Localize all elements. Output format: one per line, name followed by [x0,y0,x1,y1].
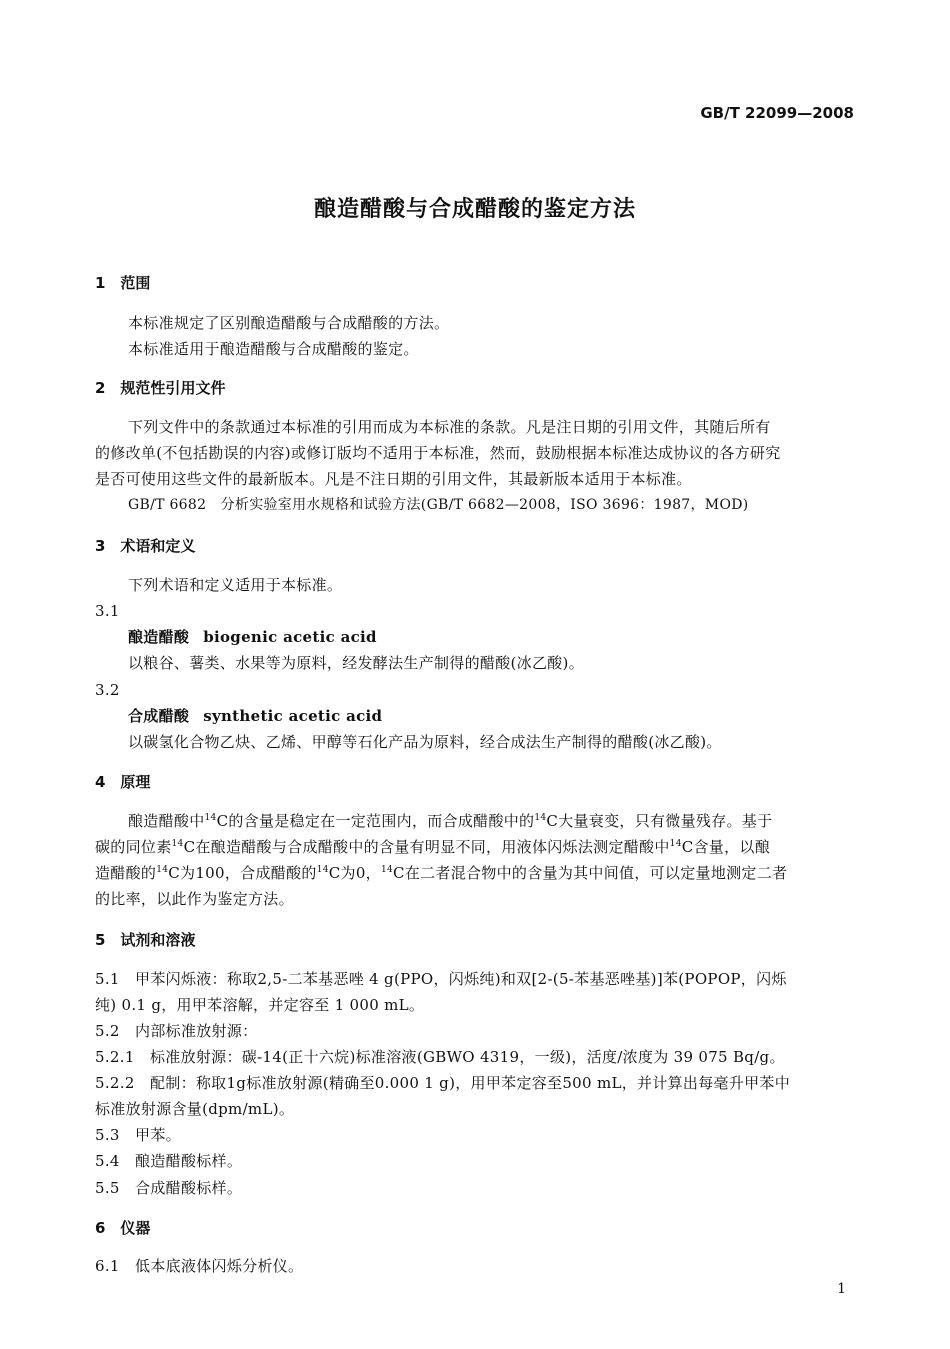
section-2-line-1: 下列文件中的条款通过本标准的引用而成为本标准的条款。凡是注日期的引用文件，其随后所有 [128,418,771,436]
isotope-superscript: 14 [534,813,547,823]
section-1-para-1: 本标准规定了区别酿造醋酸与合成醋酸的方法。 [128,314,450,332]
item-5-2-2-line-2: 标准放射源含量(dpm/mL)。 [95,1100,295,1118]
principle-text: C在酿造醋酸与合成醋酸中的含量有明显不同，用液体闪烁法测定醋酸中 [183,838,670,856]
principle-line-1 [128,808,772,834]
section-3-heading: 3 术语和定义 [95,537,196,555]
term-3-2-cn: 合成醋酸 [128,707,190,725]
principle-text: C为0， [328,864,381,882]
page-number: 1 [837,1281,846,1297]
item-5-1-line-1: 5.1 甲苯闪烁液：称取2,5-二苯基恶唑 4 g(PPO，闪烁纯)和双[2-(5-苯基恶唑基)]苯(POPOP，闪烁 [95,970,787,988]
term-3-2-definition: 以碳氢化合物乙炔、乙烯、甲醇等石化产品为原料，经合成法生产制得的醋酸(冰乙酸)。 [128,733,722,751]
normative-reference: GB/T 6682 分析实验室用水规格和试验方法(GB/T 6682—2008，ISO 3696：1987，MOD) [128,497,749,513]
principle-line-3 [95,860,787,886]
section-1-para-2: 本标准适用于酿造醋酸与合成醋酸的鉴定。 [128,340,419,358]
document-title: 酿造醋酸与合成醋酸的鉴定方法 [313,197,636,222]
principle-text: C在二者混合物中的含量为其中间值，可以定量地测定二者 [393,864,788,882]
item-5-2-2-line-1: 5.2.2 配制：称取1g标准放射源(精确至0.000 1 g)，用甲苯定容至500 mL，并计算出每毫升甲苯中 [95,1074,791,1092]
standard-code: GB/T 22099—2008 [700,104,854,122]
item-5-2-1: 5.2.1 标准放射源：碳-14(正十六烷)标准溶液(GBWO 4319，一级)，活度/浓度为 39 075 Bq/g。 [95,1048,785,1066]
principle-text: 酿造醋酸中 [128,812,205,830]
section-1-heading: 1 范围 [95,274,151,292]
principle-text: C为100，合成醋酸的 [168,864,317,882]
term-3-1-cn: 酿造醋酸 [128,628,190,646]
principle-line-4: 的比率，以此作为鉴定方法。 [95,890,294,908]
principle-line-2 [95,834,770,860]
isotope-superscript: 14 [156,865,169,875]
term-3-1-definition: 以粮谷、薯类、水果等为原料，经发酵法生产制得的醋酸(冰乙酸)。 [128,654,585,672]
item-6-1: 6.1 低本底液体闪烁分析仪。 [95,1257,304,1275]
term-3-1-number: 3.1 [95,602,120,620]
principle-text: 碳的同位素 [95,838,172,856]
section-5-heading: 5 试剂和溶液 [95,931,196,949]
section-4-heading: 4 原理 [95,773,151,791]
item-5-1-line-2: 纯) 0.1 g，用甲苯溶解，并定容至 1 000 mL。 [95,996,425,1014]
isotope-superscript: 14 [669,839,682,849]
section-6-heading: 6 仪器 [95,1219,151,1237]
item-5-3: 5.3 甲苯。 [95,1126,181,1144]
section-3-intro: 下列术语和定义适用于本标准。 [128,576,343,594]
isotope-superscript: 14 [204,813,217,823]
item-5-5: 5.5 合成醋酸标样。 [95,1179,243,1197]
term-3-1-en: biogenic acetic acid [203,628,377,646]
section-2-line-2: 的修改单(不包括勘误的内容)或修订版均不适用于本标准，然而，鼓励根据本标准达成协议的各方研究 [95,444,781,462]
section-2-heading: 2 规范性引用文件 [95,379,226,397]
principle-text: C大量衰变，只有微量残存。基于 [546,812,773,830]
term-3-2-en: synthetic acetic acid [203,707,383,725]
principle-text: 造醋酸的 [95,864,157,882]
term-3-2-number: 3.2 [95,681,120,699]
principle-text: C的含量是稳定在一定范围内，而合成醋酸中的 [216,812,535,830]
term-3-2 [128,703,382,729]
isotope-superscript: 14 [380,865,394,875]
term-3-1 [128,624,377,650]
isotope-superscript: 14 [171,839,184,849]
section-2-line-3: 是否可使用这些文件的最新版本。凡是不注日期的引用文件，其最新版本适用于本标准。 [95,470,692,488]
item-5-4: 5.4 酿造醋酸标样。 [95,1152,243,1170]
principle-text: C含量，以酿 [681,838,771,856]
item-5-2: 5.2 内部标准放射源： [95,1022,258,1040]
isotope-superscript: 14 [316,865,329,875]
